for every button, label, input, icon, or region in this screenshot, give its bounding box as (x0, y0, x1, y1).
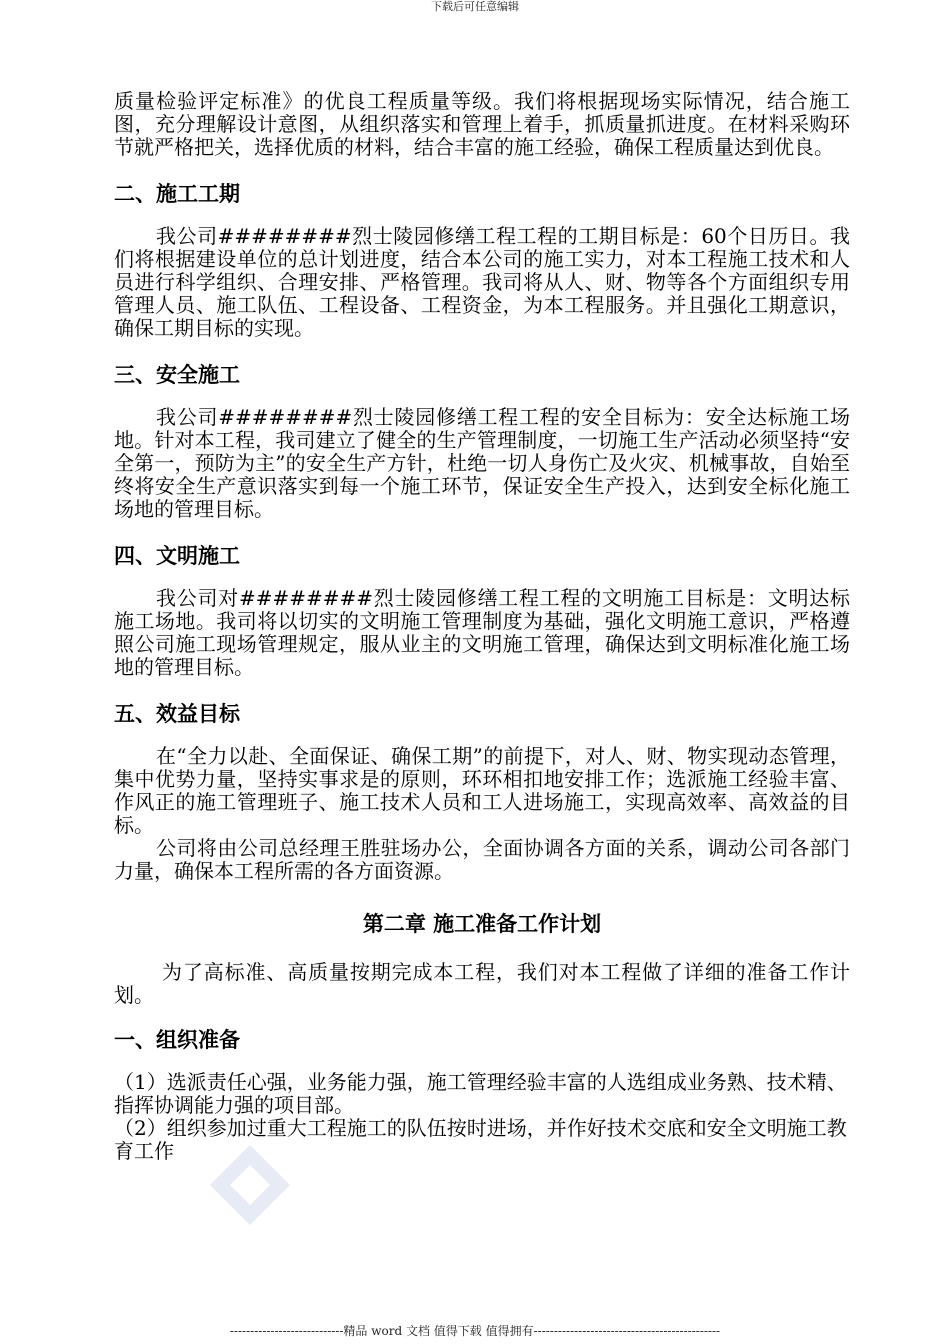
quality-paragraph: 质量检验评定标准》的优良工程质量等级。我们将根据现场实际情况，结合施工图，充分理解设计意图，从组织落实和管理上着手，抓质量抓进度。在材料采购环节就严格把关，选择优质的材料，结合丰富的施工经验，确保工程质量达到优良。 (114, 89, 850, 159)
heading-safety: 三、安全施工 (114, 363, 240, 387)
chapter-intro-paragraph: 为了高标准、高质量按期完成本工程，我们对本工程做了详细的准备工作计划。 (114, 960, 850, 1007)
chapter-title: 第二章 施工准备工作计划 (362, 912, 602, 936)
construction-period-paragraph: 我公司########烈士陵园修缮工程工程的工期目标是：60个日历日。我们将根据建设单位的总计划进度，结合本公司的施工实力，对本工程施工技术和人员进行科学组织、合理安排、严格管理。我司将从人、财、物等各个方面组织专用管理人员、施工队伍、工程设备、工程资金，为本工程服务。并且强化工期意识，确保工期目标的实现。 (114, 224, 850, 340)
page-header: 下载后可任意编辑 (431, 0, 519, 13)
civilized-construction-paragraph: 我公司对########烈士陵园修缮工程工程的文明施工目标是：文明达标施工场地。我司将以切实的文明施工管理制度为基础，强化文明施工意识，严格遵照公司施工现场管理规定，服从业主的文明施工管理，确保达到文明标准化施工场地的管理目标。 (114, 586, 850, 679)
benefit-paragraph-1: 在“全力以赴、全面保证、确保工期”的前提下，对人、财、物实现动态管理，集中优势力量，坚持实事求是的原则，环环相扣地安排工作；选派施工经验丰富、作风正的施工管理班子、施工技术人员和工人进场施工，实现高效率、高效益的目标。 (114, 744, 850, 837)
heading-civilized-construction: 四、文明施工 (114, 544, 240, 568)
benefit-paragraph-2: 公司将由公司总经理王胜驻场办公，全面协调各方面的关系，调动公司各部门力量，确保本工程所需的各方面资源。 (114, 836, 850, 883)
heading-organization: 一、组织准备 (114, 1028, 240, 1052)
page-footer: ----------------------------精品 word 文档 值得下载 值得拥有---------------------------------------------- (229, 1324, 721, 1338)
heading-construction-period: 二、施工工期 (114, 182, 240, 206)
document-body (114, 90, 850, 1163)
safety-paragraph: 我公司########烈士陵园修缮工程工程的安全目标为：安全达标施工场地。针对本工程，我司建立了健全的生产管理制度，一切施工生产活动必须坚持“安全第一，预防为主”的安全生产方针，杜绝一切人身伤亡及火灾、机械事故，自始至终将安全生产意识落实到每一个施工环节，保证安全生产投入，达到安全标化施工场地的管理目标。 (114, 405, 850, 521)
heading-benefit-goals: 五、效益目标 (114, 702, 240, 726)
watermark-logo-icon (205, 1140, 295, 1230)
list-item: （1）选派责任心强，业务能力强，施工管理经验丰富的人选组成业务熟、技术精、指挥协调能力强的项目部。 (114, 1070, 847, 1117)
list-item: （2）组织参加过重大工程施工的队伍按时进场，并作好技术交底和安全文明施工教育工作 (114, 1116, 847, 1163)
